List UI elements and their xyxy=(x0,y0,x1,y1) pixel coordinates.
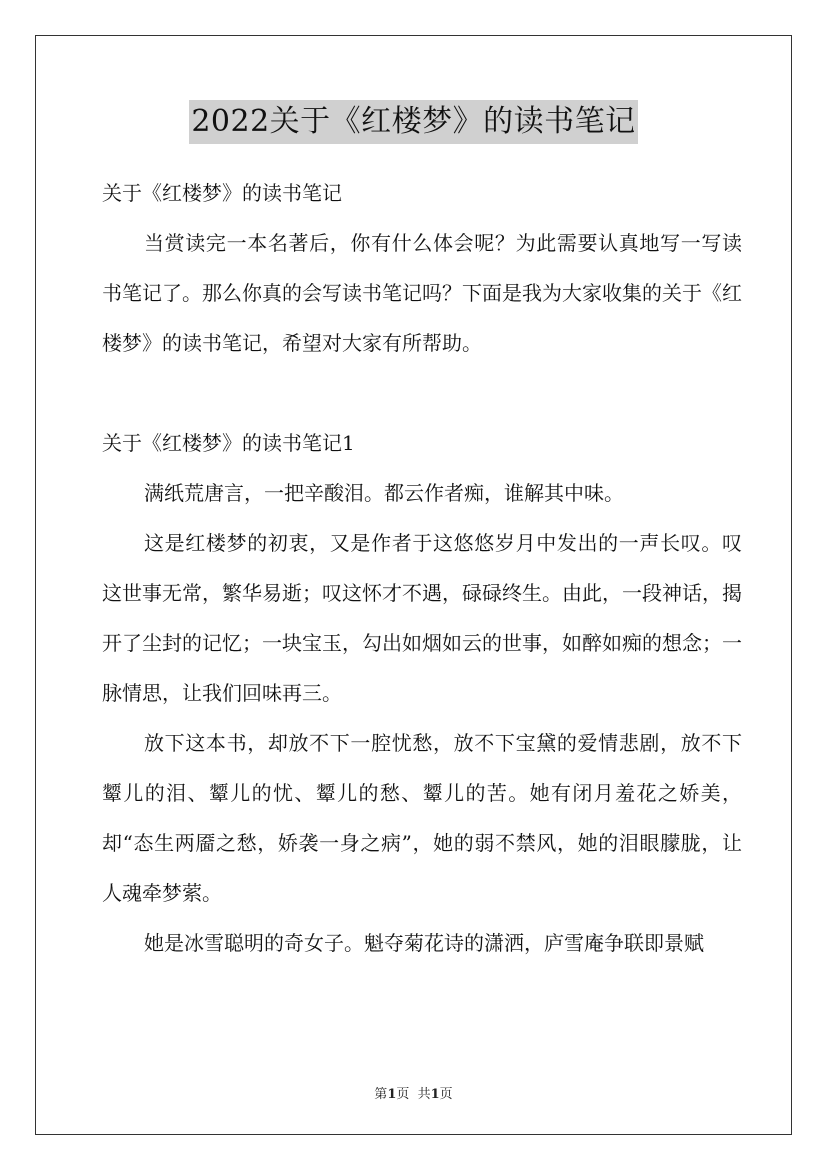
paragraph-intro: 当赏读完一本名著后，你有什么体会呢？为此需要认真地写一写读书笔记了。那么你真的会写读书笔记吗？下面是我为大家收集的关于《红楼梦》的读书笔记，希望对大家有所帮助。 xyxy=(102,231,742,355)
paragraph-poem: 满纸荒唐言，一把辛酸泪。都云作者痴，谁解其中味。 xyxy=(144,481,624,505)
document-body xyxy=(102,168,742,968)
paragraph-body: 放下这本书，却放不下一腔忧愁，放不下宝黛的爱情悲剧，放不下颦儿的泪、颦儿的忧、颦儿的愁、颦儿的苦。她有闭月羞花之娇美，却“态生两靥之愁，娇袭一身之病”，她的弱不禁风，她的泪眼朦胧，让人魂牵梦萦。 xyxy=(102,731,742,905)
title-wrap xyxy=(0,100,827,144)
paragraph-body: 她是冰雪聪明的奇女子。魁夺菊花诗的潇洒，庐雪庵争联即景赋 xyxy=(144,931,704,955)
document-title: 2022关于《红楼梦》的读书笔记 xyxy=(189,100,637,144)
paragraph-section-heading: 关于《红楼梦》的读书笔记1 xyxy=(102,431,355,455)
footer-total-pages: 1 xyxy=(430,1087,440,1102)
footer-total-suffix: 页 xyxy=(439,1087,453,1102)
paragraph-subheading: 关于《红楼梦》的读书笔记 xyxy=(102,181,342,205)
footer-page-suffix: 页 共 xyxy=(396,1087,431,1102)
page-footer xyxy=(0,1083,827,1102)
footer-page-number: 1 xyxy=(387,1087,397,1102)
footer-page-prefix: 第 xyxy=(374,1087,388,1102)
paragraph-body: 这是红楼梦的初衷，又是作者于这悠悠岁月中发出的一声长叹。叹这世事无常，繁华易逝；叹这怀才不遇，碌碌终生。由此，一段神话，揭开了尘封的记忆；一块宝玉，勾出如烟如云的世事，如醉如痴的想念；一脉情思，让我们回味再三。 xyxy=(102,531,742,705)
